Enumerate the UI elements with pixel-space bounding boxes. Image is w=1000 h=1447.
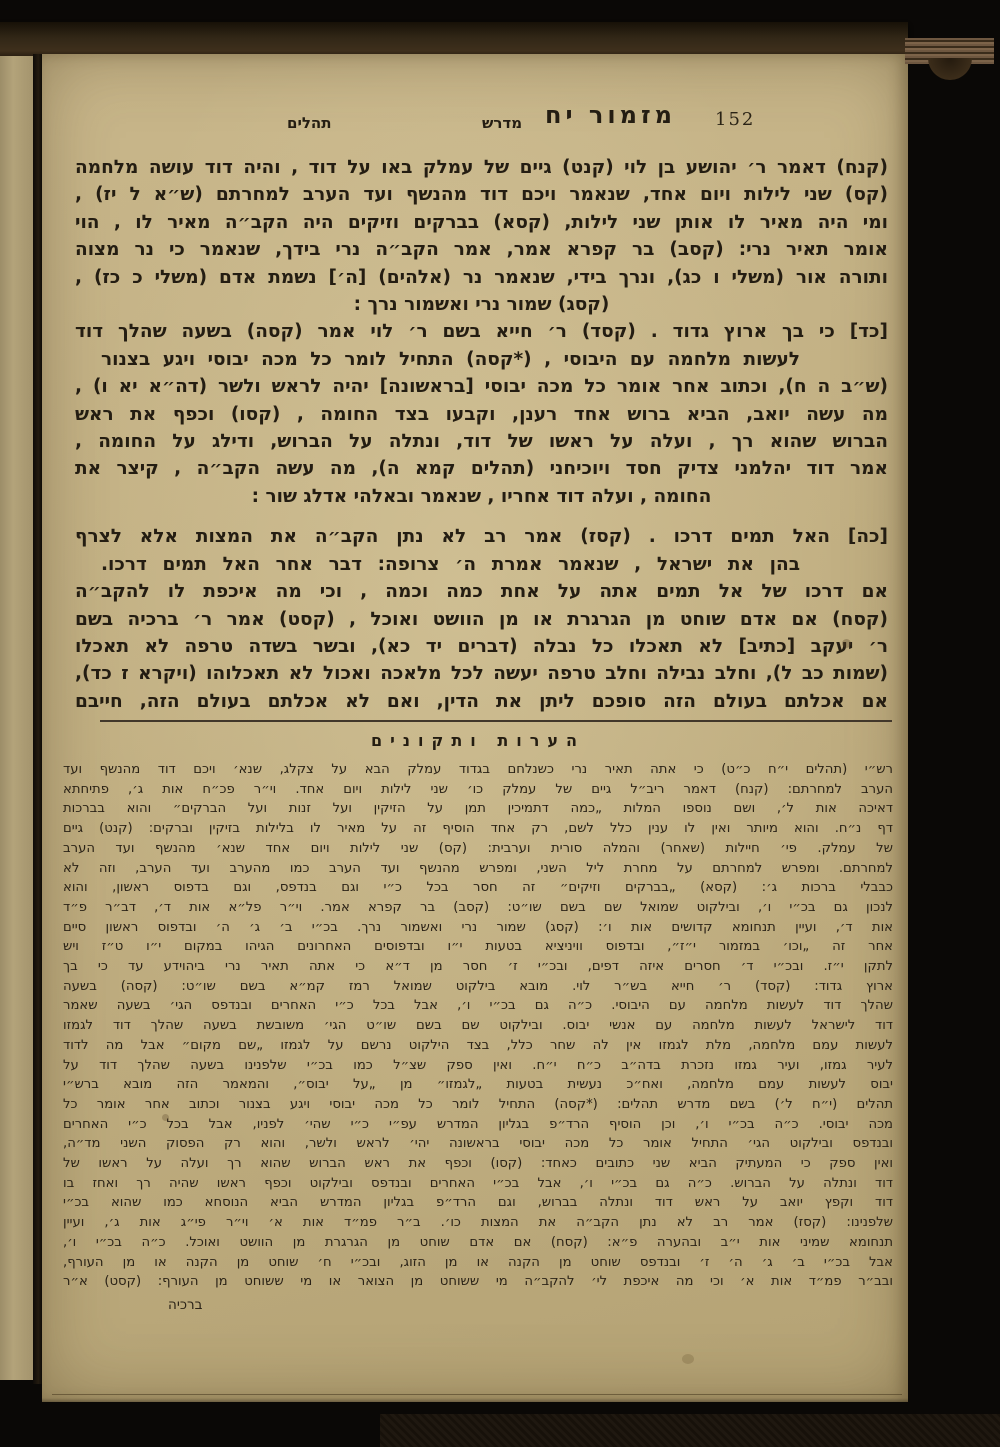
note-line: לעיר גמזו, ועיר גמזו נזכרת בדה״ב כ״ח י״ח. ואין ספק שצ״ל כמו בכ״י שלפנינו בשעה שהלך דוד על bbox=[63, 1057, 893, 1073]
note-line: של עמלק. פי׳ חיילות (שאחר) והמלה סורית וערבית: (קס) שני לילות ויום אחד שנא׳ מהנשף ועד הערב bbox=[63, 840, 893, 856]
note-line: דף נ״ח. והוא מיותר ואין לו ענין כלל לשם, רק אחד הוסיף זה על מאיר לו בלילות בזיקין וברקים: (קנט) גיים bbox=[63, 821, 893, 837]
note-line: כבבלי ברכות ג׳: (קסא) „בברקים וזיקים״ זה חסר בכל כ״י וגם בנדפס, וגם בדפוס ראשון, והוא bbox=[63, 880, 893, 896]
note-line: דוד לישראל לעשות מלחמה עם אנשי יבוס. ובילקוט שם בשם שו״ט הגי׳ משובשת בשעה שהלך דוד לגמזו bbox=[63, 1018, 893, 1034]
note-line: תהלים (י״ח ל׳) בשם מדרש תהלים: (*קסה) התחיל לומר כל מכה יבוסי ויגע בצנור וכתוב אחר אומר כל bbox=[63, 1096, 893, 1112]
main-text-line: ומי היה מאיר לו אותן שני לילות, (קסא) בברקים וזיקים היה הקב״ה מאיר לו , הוי bbox=[75, 211, 888, 233]
main-text-line: ותורה אור (משלי ו כג), ונרך בידי, שנאמר נר (אלהים) [ה׳] נשמת אדם (משלי כ כז) , bbox=[75, 266, 888, 288]
main-text-line: (קסח) אם אדם שוחט מן הגרגרת או מן הוושט ואוכל , (קסט) אמר ר׳ ברכיה בשם bbox=[75, 608, 888, 630]
running-title-tehilim: תהלים bbox=[287, 114, 332, 132]
note-line: מכה יבוסי. כ״ה בכ״י ו׳, וכן הוסיף הרד״פ בגליון המדרש עפ״י כ״י שהי׳ לפניו, אבל בכל כ״י האחרים bbox=[63, 1116, 893, 1132]
note-line: ארוץ גדוד: (קסד) ר׳ חייא בש״ר לוי. מובא בילקוט שמואל רמז קמ״א בשם שו״ט: (קסה) בשעה bbox=[63, 978, 893, 994]
note-line: אות ד׳, ועיין תנחומא קדושים אות ו׳: (קסג) שמור נרי ואשמור נרך. בכ״י ב׳ ג׳ ה׳ ובדפוס ראשון סיים bbox=[63, 919, 893, 935]
running-title-midrash: מדרש bbox=[482, 114, 523, 132]
note-line: ואין ספק כי המעתיק הביא שני כתובים כאחד: (קסו) וכפף את ראש הברוש שהוא רך ועלה על ראשו של bbox=[63, 1156, 893, 1172]
note-line: ובנדפס ובילקוט הגי׳ התחיל אומר כל מכה יבוסי בראשונה יהי׳ לראש ולשר, והוא רק הפסוק השני מד״ה, bbox=[63, 1136, 893, 1152]
note-line: לעשות עמם מלחמה, מלת לגמזו אין לה שחר כלל, בצד הילקוט נרשם על לגמזו „שם מקום״ אבל מה לדוד bbox=[63, 1037, 893, 1053]
note-line: אבל בכ״י ב׳ ג׳ ה׳ ז׳ ובנדפס שוחט מן הקנה או מן הזוג, ובכ״י ח׳ שוחט מן הקנה או מן העורף, bbox=[63, 1254, 893, 1270]
note-line: דוד ונתלה על הברוש. כ״ה גם בכ״י ו׳, אבל בכ״י האחרים ובנדפס ובילקוט וכפף ראשו שהיה רך ואחז בו bbox=[63, 1175, 893, 1191]
main-text-block bbox=[75, 154, 888, 715]
main-text-line: ר׳ יעקב [כתיב] לא תאכלו כל נבלה (דברים יד כא), ובשר בשדה טרפה לא תאכלו bbox=[75, 635, 888, 657]
note-line: שלפנינו: (קסז) אמר רב לא נתן הקב״ה את המצות כו׳. ב״ר פמ״ד אות א׳ וי״ר פי״ג אות ג׳, ועיין bbox=[63, 1215, 893, 1231]
main-text-line: (קסג) שמור נרי ואשמור נרך : bbox=[353, 294, 610, 316]
main-text-line: (קס) שני לילות ויום אחד, שנאמר ויכם דוד מהנשף ועד הערב למחרתם (ש״א ל יז) , bbox=[75, 184, 888, 206]
main-text-line: (קנח) דאמר ר׳ יהושע בן לוי (קנט) גיים של עמלק באו על דוד , והיה דוד עושה מלחמה bbox=[75, 157, 888, 178]
book-page bbox=[42, 54, 908, 1402]
main-text-line: [כד] כי בך ארוץ גדוד . (קסד) ר׳ חייא בשם ר׳ לוי אמר (קסה) בשעה שהלך דוד bbox=[75, 321, 888, 343]
book-fore-edge bbox=[908, 38, 994, 1430]
note-line: תנחומא שמיני אות י״ב ובהערה פ״א: (קסח) אם אדם שוחט מן הגרגרת מן הוושט ואוכל. כ״ה בכ״י ו׳, bbox=[63, 1234, 893, 1250]
notes-divider-rule bbox=[100, 720, 892, 722]
note-line: אחר זה „וכו׳ במזמור י״ז״, ובדפוס וויניציא בטעות י״ו ובדפוסים האחרונים הגיהו במקום י״ו ט״ז ויש bbox=[63, 939, 893, 955]
main-text-line: (שמות כב ל), וחלב נבילה וחלב טרפה יעשה לכל מלאכה ואכול לא תאכלוהו (ויקרא ז כד), bbox=[75, 663, 888, 685]
note-line: דוד וקפץ יואב על ראש דוד ונתלה בברוש, וגם הרד״פ בגליון המדרש הביא הנוסחא כמו שהוא בכ״י bbox=[63, 1195, 893, 1211]
main-text-line: אם אכלתם בעולם הזה סופכם ליתן את הדין, ואם לא אכלתם בעולם הזה, חייבם bbox=[75, 690, 888, 712]
gutter-shadow bbox=[33, 54, 42, 1384]
note-line: שהלך דוד לעשות מלחמה עם היבוסי. כ״ה גם בכ״י ו׳, אבל בכל כ״י האחרים ובנדפס הגי׳ בשעה שאמר bbox=[63, 998, 893, 1014]
main-text-line: אומר תאיר נרי: (קסב) בר קפרא אמר, אמר הקב״ה נרי בידך, שנאמר כי נר מצוה bbox=[75, 239, 888, 261]
note-line: למחרתם. ומפרש למחרתם על מחרת ליל השני, ומפרש מהנשף ועד הערב כמו מהערב ועד הערב, וזה לא bbox=[63, 860, 893, 876]
main-text-line: בהן את ישראל , שנאמר אמרת ה׳ צרופה: דבר אחר האל תמים דרכו. bbox=[101, 553, 800, 575]
note-line: ובב״ר פמ״ד אות א׳ וכי מה איכפת לי׳ להקב״ה מי ששוחט מן הצואר או מי ששוחט מן העורף: (קסט) א״ר bbox=[63, 1274, 893, 1290]
note-line: לתקן י״ז. ובכ״י ד׳ חסרים איזה דפים, ובכ״י ז׳ חסר מן ד״א כי אתה תאיר נרי ביהוידע עד כי בך bbox=[63, 959, 893, 975]
note-line: יבוס לעשות עמם מלחמה, ואח״כ נעשית בטעות „לגמזו״ מן „על יבוס״, והמאמר הזה מובא ברש״י bbox=[63, 1077, 893, 1093]
psalm-heading: מזמור יח bbox=[545, 101, 676, 129]
note-line: לנכון גם בכ״י ו׳, ובילקוט שמואל שם בשם שו״ט: (קסב) בר קפרא אמר. וי״ר פל״א אות ד׳, דב״ר פ״ד bbox=[63, 899, 893, 915]
catchword: ברכיה bbox=[168, 1297, 203, 1313]
note-line: הערב למחרתם: (קנח) דאמר ריב״ל גיים של עמלק כו׳ שני לילות ויום אחד. וי״ר פכ״ח אות ג׳, פתיחתא bbox=[63, 781, 893, 797]
main-text-line: (ש״ב ה ח), וכתוב אחר אומר כל מכה יבוסי [בראשונה] יהיה לראש ולשר (דה״א יא ו) , bbox=[75, 376, 888, 398]
notes-section-title: הערות ותקונים bbox=[370, 731, 586, 750]
main-text-line: לעשות מלחמה עם היבוסי , (*קסה) התחיל לומר כל מכה יבוסי ויגע בצנור bbox=[101, 348, 800, 370]
notes-text-block bbox=[63, 760, 893, 1292]
main-text-line: החומה , ועלה דוד אחריו , שנאמר ובאלהי אדלג שור : bbox=[251, 485, 712, 507]
page-number: 152 bbox=[715, 109, 756, 130]
note-line: רש״י (תהלים י״ח כ״ט) כי אתה תאיר נרי כשנלחם בגדוד עמלק הבא על צקלג, שנא׳ ויכם דוד מהנשף ועד bbox=[63, 762, 893, 777]
paper-stain bbox=[682, 1354, 694, 1364]
book-cover-bottom-edge bbox=[380, 1414, 1000, 1447]
facing-page-edge bbox=[0, 56, 33, 1380]
main-text-line: אם דרכו של אל תמים אתה על אחת כמה וכמה , וכי מה איכפת לו להקב״ה bbox=[75, 581, 888, 603]
main-text-line: [כה] האל תמים דרכו . (קסז) אמר רב לא נתן הקב״ה את המצות אלא לצרף bbox=[75, 526, 888, 548]
note-line: דאיכה אות ל׳, ושם נוספו המלות „כמה דתמיכין תמן על הזיקין ועל זנות ועל הברקים״ והוא בברכות bbox=[63, 801, 893, 817]
book-cover-top-edge bbox=[0, 22, 908, 58]
main-text-line: אמר דוד יהלמני צדיק חסד ויוכיחני (תהלים קמא ה), מה עשה הקב״ה , קיצר את bbox=[75, 458, 888, 480]
main-text-line: מה עשה יואב, הביא ברוש אחד רענן, וקבעו בצד החומה , (קסו) וכפף את ראש bbox=[75, 403, 888, 425]
main-text-line: הברוש שהוא רך , ועלה על ראשו של דוד, ונתלה על הברוש, ודילג על החומה , bbox=[75, 431, 888, 453]
